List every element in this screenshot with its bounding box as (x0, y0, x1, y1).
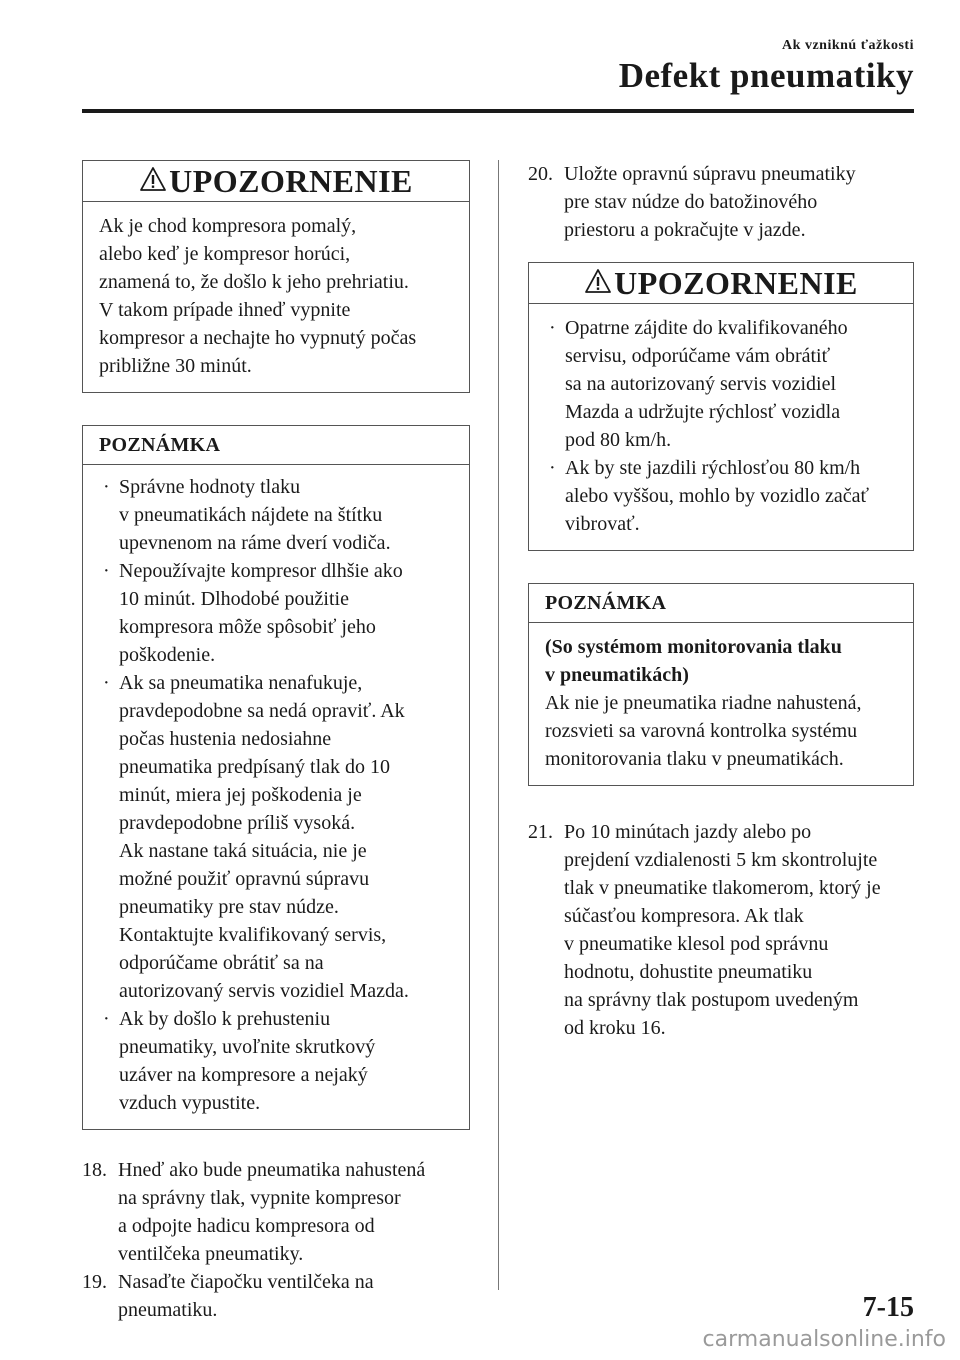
warning-box-left (82, 160, 470, 393)
step-number: 19. (82, 1271, 107, 1293)
text-line: pre stav núdze do batožinového (564, 191, 818, 213)
bullet-item (99, 1005, 455, 1117)
note-box-right (528, 583, 914, 786)
note-subtitle: (So systémom monitorovania tlaku (545, 636, 842, 658)
text-line: minút, miera jej poškodenia je (119, 784, 362, 806)
text-line: od kroku 16. (564, 1017, 666, 1039)
step-21 (528, 818, 914, 1042)
page-title: Defekt pneumatiky (618, 56, 914, 95)
text-line: vibrovať. (565, 513, 640, 535)
warning-body (83, 202, 469, 392)
text-line: pneumatiky, uvoľnite skrutkový (119, 1036, 376, 1058)
section-label: Ak vzniknú ťažkosti (782, 38, 914, 53)
right-column (528, 160, 914, 1042)
bullet-item (99, 557, 455, 669)
text-line: Správne hodnoty tlaku (119, 476, 301, 498)
bullet-item (99, 669, 455, 1005)
text-line: na správny tlak, vypnite kompresor (118, 1187, 401, 1209)
text-line: pneumatika predpísaný tlak do 10 (119, 756, 391, 778)
warning-icon (584, 268, 612, 294)
text-line: priestoru a pokračujte v jazde. (564, 219, 806, 241)
bullet-dot: · (549, 317, 556, 339)
note-header (83, 426, 469, 465)
text-line: približne 30 minút. (99, 355, 252, 377)
step-number: 18. (82, 1159, 107, 1181)
note-box-left (82, 425, 470, 1130)
left-column (82, 160, 470, 1324)
text-line: pod 80 km/h. (565, 429, 672, 451)
text-line: Ak nastane taká situácia, nie je (119, 840, 367, 862)
text-line: Nepoužívajte kompresor dlhšie ako (119, 560, 403, 582)
text-line: hodnotu, dohustite pneumatiku (564, 961, 813, 983)
text-line: prejdení vzdialenosti 5 km skontrolujte (564, 849, 878, 871)
text-line: poškodenie. (119, 644, 216, 666)
step-18 (82, 1156, 470, 1268)
text-line: Ak by došlo k prehusteniu (119, 1008, 331, 1030)
text-line: pravdepodobne sa nedá opraviť. Ak (119, 700, 405, 722)
text-line: Ak sa pneumatika nenafukuje, (119, 672, 363, 694)
bullet-item (99, 473, 455, 557)
step-number: 20. (528, 163, 553, 185)
text-line: uzáver na kompresore a nejaký (119, 1064, 368, 1086)
text-line: Opatrne zájdite do kvalifikovaného (565, 317, 848, 339)
text-line: Mazda a udržujte rýchlosť vozidla (565, 401, 841, 423)
note-title: POZNÁMKA (99, 434, 221, 456)
text-line: servisu, odporúčame vám obrátiť (565, 345, 831, 367)
warning-header (83, 161, 469, 202)
text-line: sa na autorizovaný servis vozidiel (565, 373, 837, 395)
warning-header (529, 263, 913, 304)
text-line: monitorovania tlaku v pneumatikách. (545, 748, 844, 770)
warning-box-right (528, 262, 914, 551)
step-19 (82, 1268, 470, 1324)
watermark: carmanualsonline.info (702, 1327, 946, 1352)
page-header (619, 38, 914, 96)
warning-title: UPOZORNENIE (169, 163, 413, 199)
text-line: Ak nie je pneumatika riadne nahustená, (545, 692, 862, 714)
text-line: znamená to, že došlo k jeho prehriatiu. (99, 271, 409, 293)
text-line: vzduch vypustite. (119, 1092, 261, 1114)
text-line: Ak je chod kompresora pomalý, (99, 215, 357, 237)
text-line: 10 minút. Dlhodobé použitie (119, 588, 349, 610)
text-line: alebo keď je kompresor horúci, (99, 243, 351, 265)
warning-body (529, 304, 913, 550)
text-line: a odpojte hadicu kompresora od (118, 1215, 375, 1237)
text-line: tlak v pneumatike tlakomerom, ktorý je (564, 877, 881, 899)
warning-title: UPOZORNENIE (614, 265, 858, 301)
text-line: upevnenom na ráme dverí vodiča. (119, 532, 391, 554)
text-line: odporúčame obrátiť sa na (119, 952, 324, 974)
bullet-dot: · (103, 672, 110, 694)
bullet-item (545, 314, 899, 454)
note-title: POZNÁMKA (545, 592, 667, 614)
text-line: Uložte opravnú súpravu pneumatiky (564, 163, 856, 185)
bullet-dot: · (549, 457, 556, 479)
column-divider (498, 160, 499, 1290)
steps-left (82, 1156, 470, 1324)
text-line: pneumatiku. (118, 1299, 218, 1321)
note-header (529, 584, 913, 623)
bullet-dot: · (103, 1008, 110, 1030)
text-line: Nasaďte čiapočku ventilčeka na (118, 1271, 374, 1293)
bullet-item (545, 454, 899, 538)
bullet-dot: · (103, 560, 110, 582)
text-line: Hneď ako bude pneumatika nahustená (118, 1159, 426, 1181)
text-line: autorizovaný servis vozidiel Mazda. (119, 980, 409, 1002)
bullet-dot: · (103, 476, 110, 498)
text-line: Po 10 minútach jazdy alebo po (564, 821, 812, 843)
step-number: 21. (528, 821, 553, 843)
text-line: v pneumatikách nájdete na štítku (119, 504, 383, 526)
text-line: pneumatiky pre stav núdze. (119, 896, 339, 918)
text-line: kompresora môže spôsobiť jeho (119, 616, 376, 638)
note-body (529, 623, 913, 785)
text-line: Ak by ste jazdili rýchlosťou 80 km/h (565, 457, 861, 479)
text-line: na správny tlak postupom uvedeným (564, 989, 859, 1011)
text-line: rozsvieti sa varovná kontrolka systému (545, 720, 858, 742)
text-line: pravdepodobne príliš vysoká. (119, 812, 356, 834)
text-line: ventilčeka pneumatiky. (118, 1243, 304, 1265)
note-body (83, 465, 469, 1129)
text-line: alebo vyššou, mohlo by vozidlo začať (565, 485, 870, 507)
text-line: možné použiť opravnú súpravu (119, 868, 370, 890)
text-line: Kontaktujte kvalifikovaný servis, (119, 924, 387, 946)
text-line: v pneumatike klesol pod správnu (564, 933, 829, 955)
text-line: V takom prípade ihneď vypnite (99, 299, 351, 321)
text-line: kompresor a nechajte ho vypnutý počas (99, 327, 417, 349)
text-line: súčasťou kompresora. Ak tlak (564, 905, 804, 927)
note-subtitle: v pneumatikách) (545, 664, 689, 686)
page-number: 7-15 (862, 1292, 914, 1323)
step-20 (528, 160, 914, 244)
header-rule (82, 109, 914, 113)
text-line: počas hustenia nedosiahne (119, 728, 332, 750)
warning-icon (139, 166, 167, 192)
